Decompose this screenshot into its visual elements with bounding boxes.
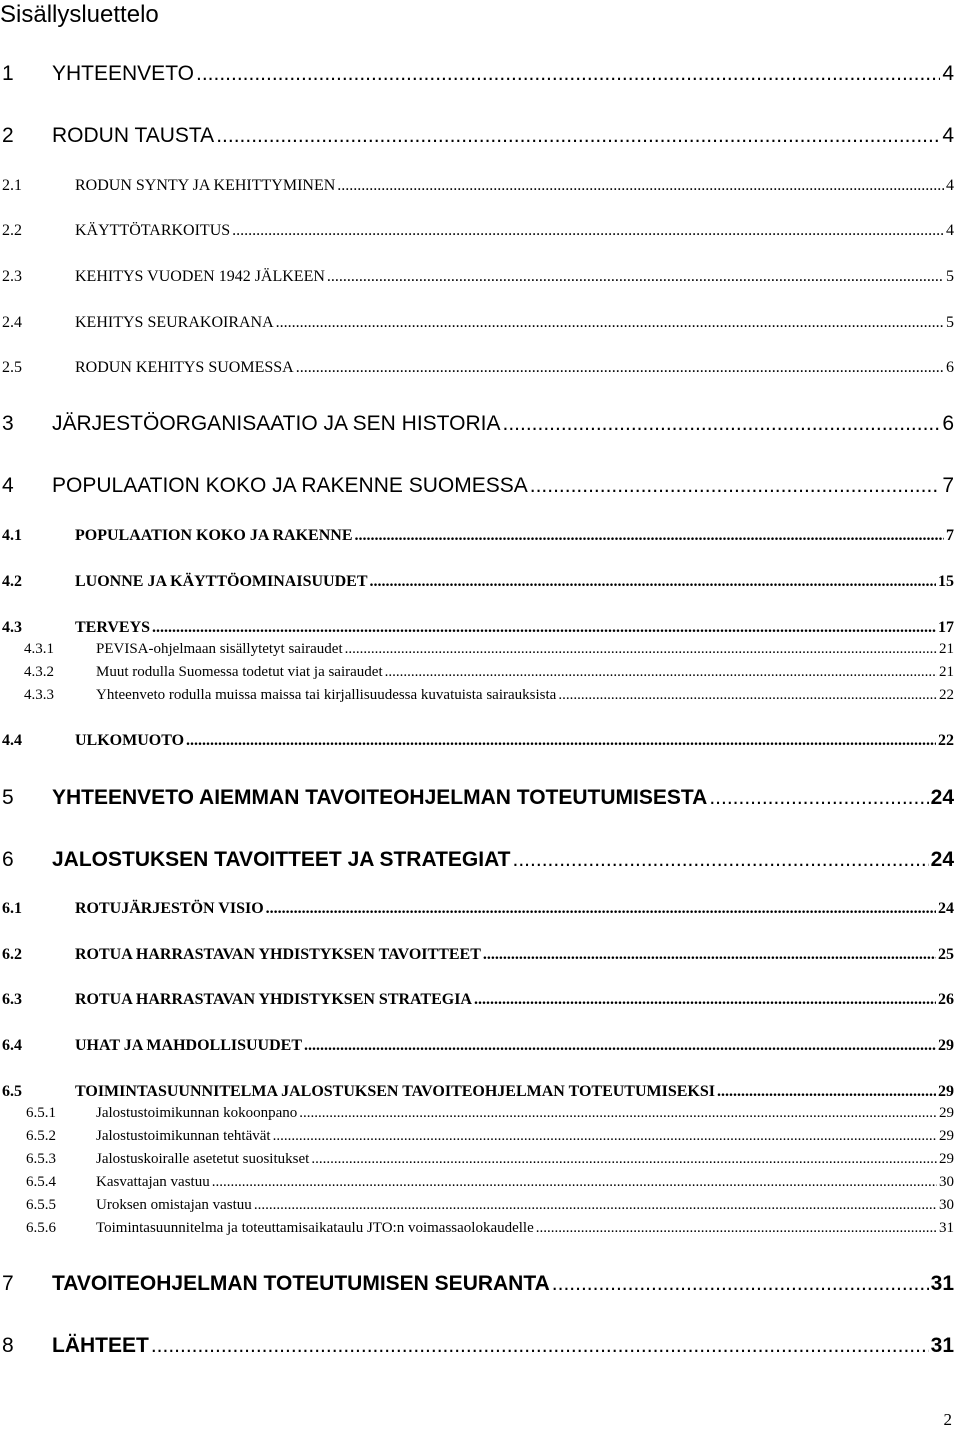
toc-page: 7 — [946, 527, 954, 544]
toc-leader — [196, 62, 940, 86]
toc-page: 31 — [930, 1272, 954, 1295]
toc-text: Jalostustoimikunnan tehtävät — [96, 1128, 271, 1144]
toc-entry[interactable] — [0, 1197, 954, 1214]
toc-leader — [254, 1197, 937, 1214]
toc-leader — [474, 991, 936, 1009]
toc-number: 4.3.2 — [24, 664, 54, 680]
toc-leader — [212, 1174, 937, 1191]
toc-number: 7 — [2, 1272, 14, 1295]
toc-entry[interactable] — [0, 732, 954, 750]
toc-leader — [483, 946, 936, 964]
toc-number: 6 — [2, 848, 14, 871]
toc-text: ROTUA HARRASTAVAN YHDISTYKSEN TAVOITTEET — [75, 946, 481, 963]
toc-number: 2 — [2, 124, 14, 147]
toc-entry[interactable] — [0, 991, 954, 1009]
toc-entry[interactable] — [0, 1151, 954, 1168]
toc-entry[interactable] — [0, 268, 954, 286]
toc-page: 24 — [930, 848, 954, 871]
toc-entry[interactable] — [0, 474, 954, 498]
toc-leader — [232, 222, 944, 240]
toc-number: 6.1 — [2, 900, 22, 917]
toc-page: 30 — [939, 1174, 954, 1190]
toc-page: 6 — [942, 412, 954, 435]
toc-text: RODUN KEHITYS SUOMESSA — [75, 359, 294, 376]
toc-text: TAVOITEOHJELMAN TOTEUTUMISEN SEURANTA — [52, 1272, 550, 1295]
toc-page: 7 — [942, 474, 954, 497]
toc-text: POPULAATION KOKO JA RAKENNE SUOMESSA — [52, 474, 528, 497]
toc-text: YHTEENVETO AIEMMAN TAVOITEOHJELMAN TOTEUTUMISESTA — [52, 786, 708, 809]
toc-leader — [152, 619, 936, 637]
toc-number: 6.5 — [2, 1083, 22, 1100]
toc-page: 4 — [942, 62, 954, 85]
toc-entry[interactable] — [0, 222, 954, 240]
toc-text: ULKOMUOTO — [75, 732, 185, 749]
toc-entry[interactable] — [0, 1272, 954, 1296]
toc-page: 6 — [946, 359, 954, 376]
toc-page: 5 — [946, 268, 954, 285]
toc-leader — [151, 1334, 929, 1358]
toc-number: 6.5.1 — [26, 1105, 56, 1121]
toc-number: 2.5 — [2, 359, 22, 376]
toc-leader — [216, 124, 940, 148]
toc-number: 2.4 — [2, 314, 22, 331]
toc-number: 6.5.3 — [26, 1151, 56, 1167]
toc-text: ROTUA HARRASTAVAN YHDISTYKSEN STRATEGIA — [75, 991, 472, 1008]
toc-leader — [717, 1083, 936, 1101]
toc-leader — [536, 1220, 937, 1237]
toc-leader — [296, 359, 944, 377]
toc-number: 4 — [2, 474, 14, 497]
toc-entry[interactable] — [0, 1037, 954, 1055]
toc-page: 29 — [939, 1105, 954, 1121]
toc-text: UHAT JA MAHDOLLISUUDET — [75, 1037, 302, 1054]
toc-entry[interactable] — [0, 573, 954, 591]
toc-leader — [304, 1037, 936, 1055]
toc-page: 29 — [939, 1151, 954, 1167]
toc-text: Jalostustoimikunnan kokoonpano — [96, 1105, 298, 1121]
toc-page: 29 — [939, 1128, 954, 1144]
toc-leader — [337, 177, 944, 195]
toc-page: 22 — [939, 687, 954, 703]
toc-page: 21 — [939, 664, 954, 680]
toc-entry[interactable] — [0, 900, 954, 918]
toc-leader — [355, 527, 945, 545]
toc-leader — [709, 786, 928, 810]
toc-entry[interactable] — [0, 1220, 954, 1237]
toc-text: KEHITYS SEURAKOIRANA — [75, 314, 274, 331]
toc-page: 4 — [946, 222, 954, 239]
toc-page: 22 — [938, 732, 954, 749]
toc-text: Muut rodulla Suomessa todetut viat ja sairaudet — [96, 664, 383, 680]
toc-entry[interactable] — [0, 687, 954, 704]
toc-number: 2.2 — [2, 222, 22, 239]
toc-entry[interactable] — [0, 619, 954, 637]
toc-page: 29 — [938, 1037, 954, 1054]
toc-leader — [513, 848, 929, 872]
toc-text: ROTUJÄRJESTÖN VISIO — [75, 900, 264, 917]
toc-page: 31 — [930, 1334, 954, 1357]
toc-number: 6.5.5 — [26, 1197, 56, 1213]
toc-entry[interactable] — [0, 527, 954, 545]
toc-text: JÄRJESTÖORGANISAATIO JA SEN HISTORIA — [52, 412, 501, 435]
toc-text: LÄHTEET — [52, 1334, 149, 1357]
toc-text: KÄYTTÖTARKOITUS — [75, 222, 231, 239]
toc-number: 2.1 — [2, 177, 22, 194]
toc-text: JALOSTUKSEN TAVOITTEET JA STRATEGIAT — [52, 848, 511, 871]
toc-leader — [345, 641, 937, 658]
toc-page: 17 — [938, 619, 954, 636]
toc-number: 4.4 — [2, 732, 22, 749]
toc-entry[interactable] — [0, 664, 954, 681]
toc-number: 6.4 — [2, 1037, 22, 1054]
toc-leader — [299, 1105, 937, 1122]
toc-number: 6.5.6 — [26, 1220, 56, 1236]
toc-entry[interactable] — [0, 1334, 954, 1358]
toc-entry[interactable] — [0, 1174, 954, 1191]
toc-entry[interactable] — [0, 412, 954, 436]
toc-page: 15 — [938, 573, 954, 590]
toc-number: 6.5.2 — [26, 1128, 56, 1144]
toc-leader — [273, 1128, 937, 1145]
toc-leader — [385, 664, 937, 681]
toc-entry[interactable] — [0, 62, 954, 86]
toc-page: 4 — [942, 124, 954, 147]
toc-entry[interactable] — [0, 786, 954, 810]
toc-number: 4.1 — [2, 527, 22, 544]
toc-text: TERVEYS — [75, 619, 151, 636]
toc-page: 30 — [939, 1197, 954, 1213]
toc-text: YHTEENVETO — [52, 62, 194, 85]
toc-leader — [530, 474, 941, 498]
toc-text: KEHITYS VUODEN 1942 JÄLKEEN — [75, 268, 325, 285]
toc-page: 29 — [938, 1083, 954, 1100]
toc-text: Jalostuskoiralle asetetut suositukset — [96, 1151, 310, 1167]
toc-entry[interactable] — [0, 359, 954, 377]
toc-number: 6.5.4 — [26, 1174, 56, 1190]
toc-text: Uroksen omistajan vastuu — [96, 1197, 252, 1213]
toc-leader — [186, 732, 936, 750]
toc-page: 25 — [938, 946, 954, 963]
toc-page: 4 — [946, 177, 954, 194]
toc-number: 4.3 — [2, 619, 22, 636]
toc-text: POPULAATION KOKO JA RAKENNE — [75, 527, 353, 544]
toc-number: 4.2 — [2, 573, 22, 590]
toc-text: Toimintasuunnitelma ja toteuttamisaikataulu JTO:n voimassaolokaudelle — [96, 1220, 534, 1236]
toc-page: 24 — [938, 900, 954, 917]
toc-leader — [311, 1151, 937, 1168]
toc-number: 2.3 — [2, 268, 22, 285]
toc-page: 31 — [939, 1220, 954, 1236]
toc-number: 6.3 — [2, 991, 22, 1008]
toc-leader — [502, 412, 940, 436]
toc-number: 6.2 — [2, 946, 22, 963]
toc-number: 4.3.1 — [24, 641, 54, 657]
toc-text: TOIMINTASUUNNITELMA JALOSTUKSEN TAVOITEOHJELMAN TOTEUTUMISEKSI — [75, 1083, 715, 1100]
page-title: Sisällysluettelo — [0, 1, 159, 28]
toc-entry[interactable] — [0, 124, 954, 148]
toc-text: Kasvattajan vastuu — [96, 1174, 210, 1190]
toc-page: 26 — [938, 991, 954, 1008]
toc-entry[interactable] — [0, 1128, 954, 1145]
toc-text: LUONNE JA KÄYTTÖOMINAISUUDET — [75, 573, 368, 590]
toc-text: RODUN TAUSTA — [52, 124, 215, 147]
toc-text: Yhteenveto rodulla muissa maissa tai kirjallisuudessa kuvatuista sairauksista — [96, 687, 557, 703]
toc-leader — [276, 314, 944, 332]
toc-page: 5 — [946, 314, 954, 331]
toc-leader — [552, 1272, 929, 1296]
toc-number: 3 — [2, 412, 14, 435]
toc-page: 21 — [939, 641, 954, 657]
toc-entry[interactable] — [0, 1105, 954, 1122]
toc-text: RODUN SYNTY JA KEHITTYMINEN — [75, 177, 336, 194]
toc-text: PEVISA-ohjelmaan sisällytetyt sairaudet — [96, 641, 343, 657]
toc-number: 8 — [2, 1334, 14, 1357]
toc-number: 1 — [2, 62, 14, 85]
toc-leader — [558, 687, 937, 704]
toc-entry[interactable] — [0, 1083, 954, 1101]
toc-number: 5 — [2, 786, 14, 809]
toc-entry[interactable] — [0, 946, 954, 964]
toc-leader — [369, 573, 936, 591]
toc-entry[interactable] — [0, 848, 954, 872]
toc-leader — [266, 900, 936, 918]
toc-entry[interactable] — [0, 177, 954, 195]
toc-entry[interactable] — [0, 314, 954, 332]
toc-entry[interactable] — [0, 641, 954, 658]
page-number: 2 — [943, 1410, 952, 1429]
toc-page: 24 — [930, 786, 954, 809]
toc-number: 4.3.3 — [24, 687, 54, 703]
toc-leader — [327, 268, 944, 286]
